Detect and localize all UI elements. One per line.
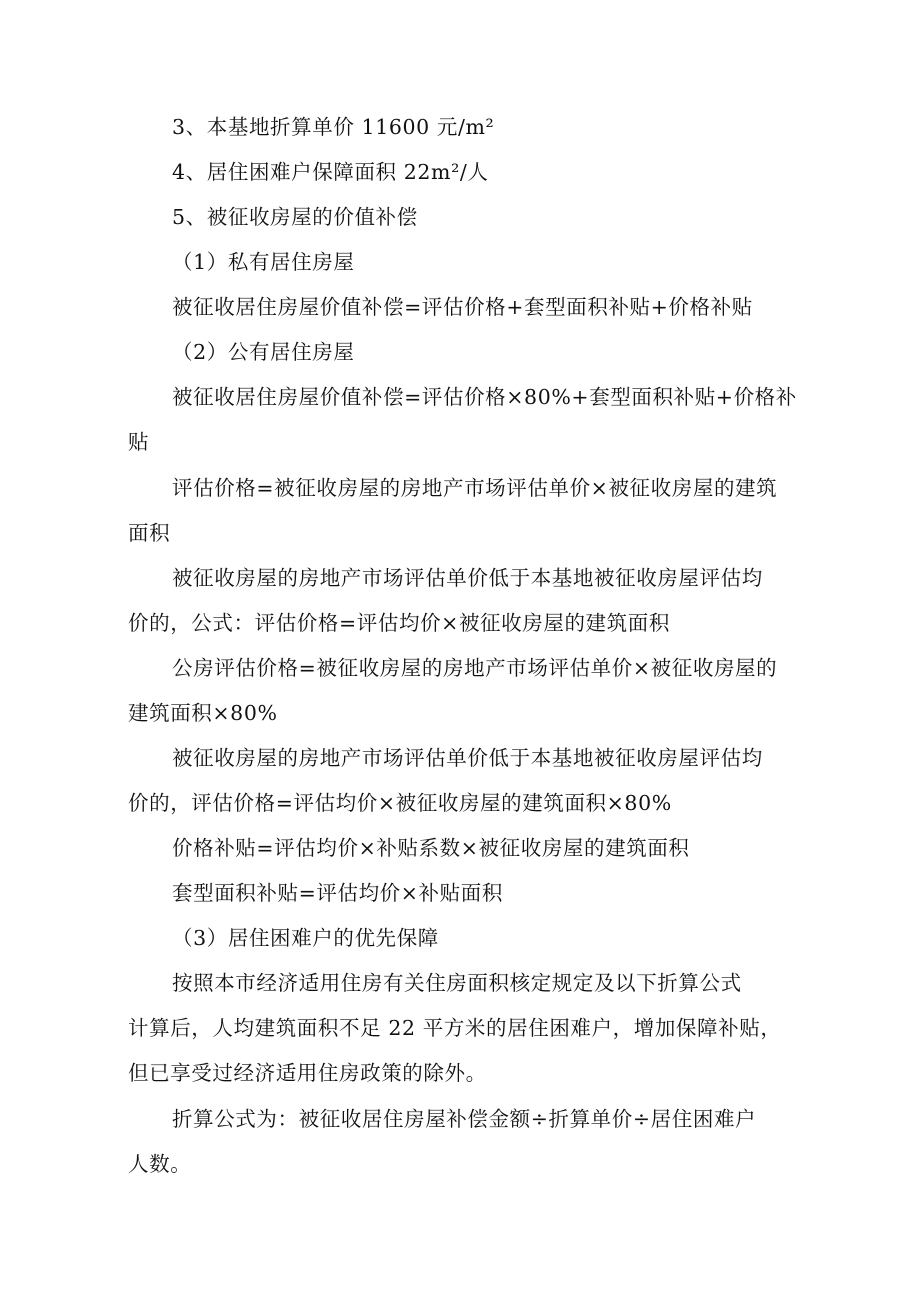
eval-price-def-line-1: 评估价格=被征收房屋的房地产市场评估单价×被征收房屋的建筑 xyxy=(172,476,778,500)
sub2-heading: （2）公有居住房屋 xyxy=(172,340,355,364)
item-4-guarantee-area: 4、居住困难户保障面积 22m²/人 xyxy=(172,160,489,184)
hardship-para-line-2: 计算后，人均建筑面积不足 22 平方米的居住困难户，增加保障补贴， xyxy=(128,1016,782,1040)
hardship-para-line-3: 但已享受过经济适用住房政策的除外。 xyxy=(128,1061,487,1085)
item-3-unit-price: 3、本基地折算单价 11600 元/m² xyxy=(172,115,495,139)
sub2-formula-line-1: 被征收居住房屋价值补偿=评估价格×80%+套型面积补贴+价格补 xyxy=(172,385,797,409)
conversion-formula-line-2: 人数。 xyxy=(128,1152,192,1176)
eval-price-low-line-2: 价的，公式：评估价格=评估均价×被征收房屋的建筑面积 xyxy=(128,611,670,635)
eval-price-def-line-2: 面积 xyxy=(128,521,171,545)
sub2-formula-line-2: 贴 xyxy=(128,430,150,454)
eval-price-low-line-1: 被征收房屋的房地产市场评估单价低于本基地被征收房屋评估均 xyxy=(172,566,763,590)
public-eval-def-line-2: 建筑面积×80% xyxy=(128,701,278,725)
public-eval-def-line-1: 公房评估价格=被征收房屋的房地产市场评估单价×被征收房屋的 xyxy=(172,656,778,680)
public-eval-low-line-1: 被征收房屋的房地产市场评估单价低于本基地被征收房屋评估均 xyxy=(172,746,763,770)
sub3-heading: （3）居住困难户的优先保障 xyxy=(172,926,439,950)
sub1-heading: （1）私有居住房屋 xyxy=(172,250,355,274)
item-5-value-compensation: 5、被征收房屋的价值补偿 xyxy=(172,205,418,229)
hardship-para-line-1: 按照本市经济适用住房有关住房面积核定规定及以下折算公式 xyxy=(172,971,742,995)
price-subsidy-formula: 价格补贴=评估均价×补贴系数×被征收房屋的建筑面积 xyxy=(172,836,690,860)
unit-area-subsidy-formula: 套型面积补贴=评估均价×补贴面积 xyxy=(172,881,503,905)
public-eval-low-line-2: 价的，评估价格=评估均价×被征收房屋的建筑面积×80% xyxy=(128,791,672,815)
conversion-formula-line-1: 折算公式为：被征收居住房屋补偿金额÷折算单价÷居住困难户 xyxy=(172,1107,757,1131)
sub1-formula: 被征收居住房屋价值补偿=评估价格+套型面积补贴+价格补贴 xyxy=(172,295,753,319)
